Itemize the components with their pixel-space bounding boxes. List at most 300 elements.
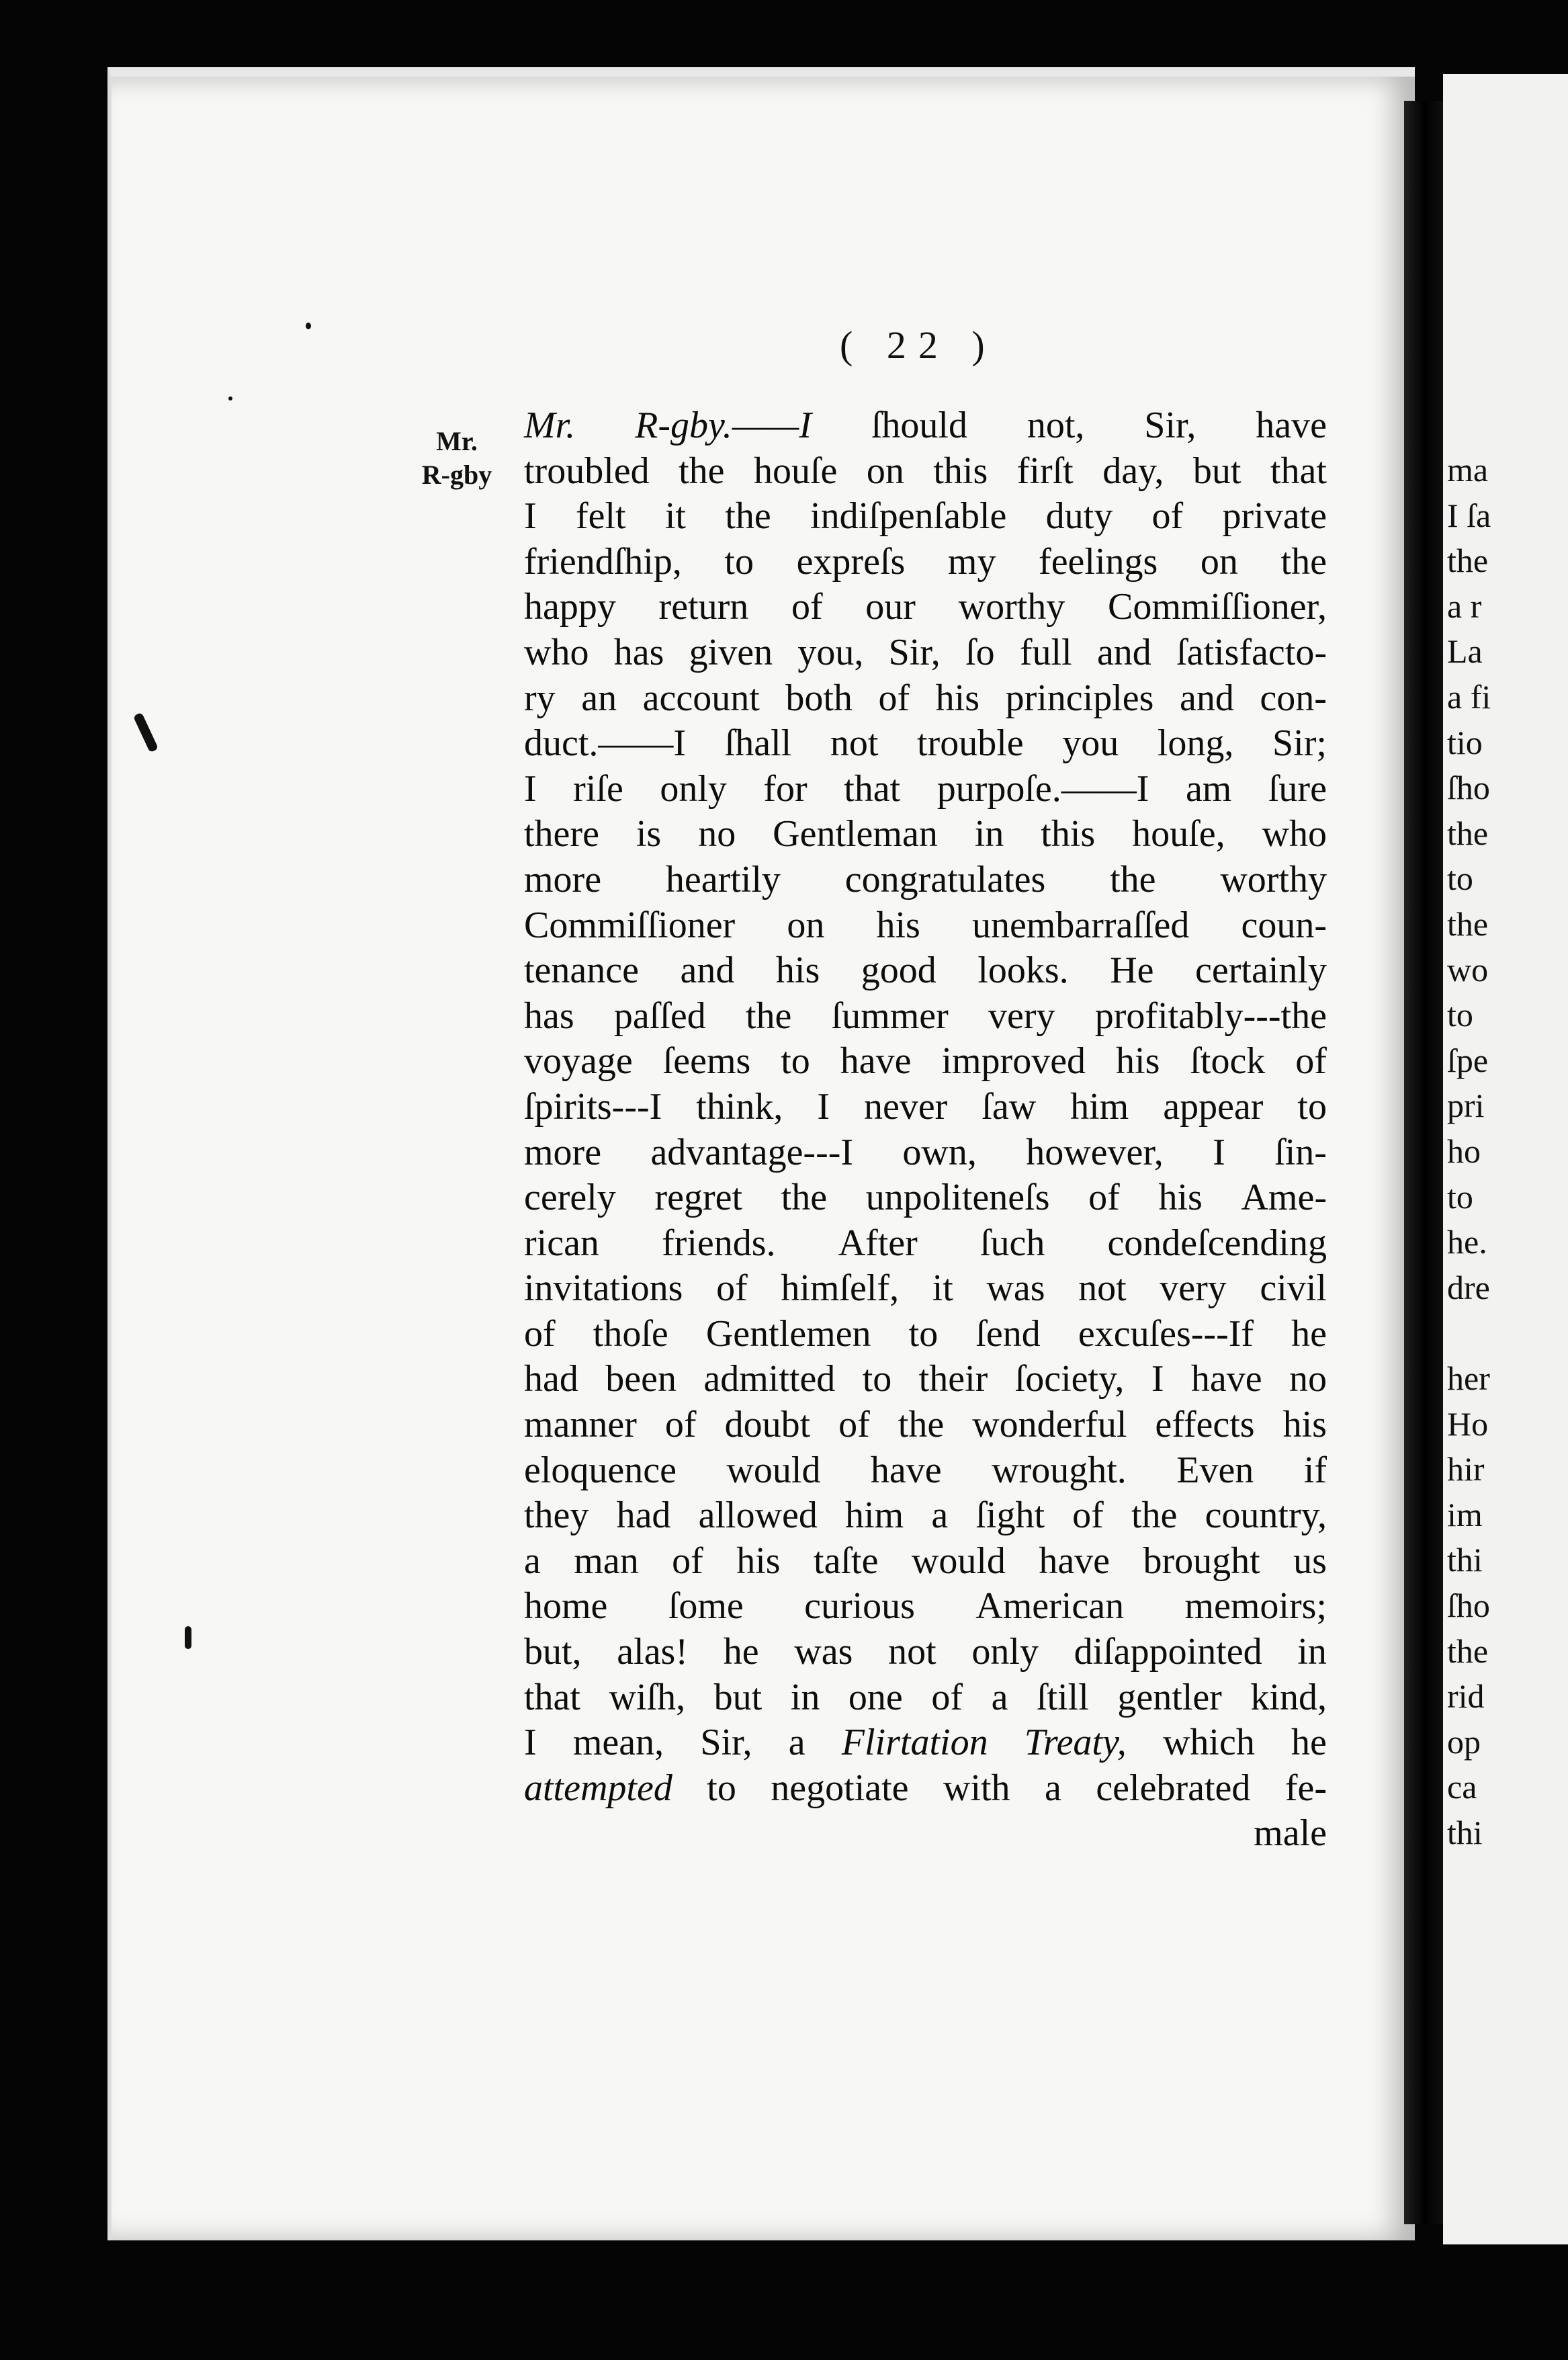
text-word: long, <box>1157 722 1234 765</box>
right-page-line-fragment: im <box>1447 1495 1483 1533</box>
text-word: purpoſe.——I <box>937 767 1149 810</box>
text-word: was <box>794 1631 853 1673</box>
text-word: I <box>1213 1131 1225 1173</box>
text-line <box>524 540 1327 585</box>
text-word: he <box>1291 1312 1327 1355</box>
text-word: attempted <box>524 1767 672 1809</box>
text-word: who <box>524 631 589 673</box>
text-word: of <box>878 677 910 719</box>
text-word: principles <box>1005 677 1154 719</box>
text-word: unembarraſſed <box>971 904 1190 946</box>
text-word: of <box>524 1312 556 1355</box>
text-word: riſe <box>573 767 623 810</box>
text-line <box>524 449 1327 495</box>
text-word: however, <box>1026 1131 1164 1173</box>
text-word: improved <box>941 1040 1086 1083</box>
text-word: paſſed <box>613 995 706 1037</box>
text-word: ſociety, <box>1014 1358 1125 1400</box>
margin-note <box>410 425 504 492</box>
right-page-line-fragment: ſpe <box>1447 1041 1489 1079</box>
text-word: he <box>1291 1722 1327 1764</box>
text-word: heartily <box>665 858 781 900</box>
right-page-line-fragment: wo <box>1447 950 1489 988</box>
text-word: rican <box>524 1222 599 1264</box>
text-word: condeſcending <box>1107 1222 1327 1264</box>
text-word: had <box>616 1494 671 1537</box>
text-line <box>524 630 1327 676</box>
text-word: excuſes---If <box>1078 1312 1254 1355</box>
text-word: had <box>524 1358 578 1400</box>
text-word: houſe, <box>1132 813 1225 855</box>
text-word: but, <box>524 1631 582 1673</box>
text-word: of <box>664 1404 697 1446</box>
text-word: and <box>680 950 735 992</box>
text-word: account <box>642 677 760 719</box>
text-word: taſte <box>814 1540 879 1582</box>
text-line <box>524 1266 1327 1312</box>
text-word: it <box>664 495 686 538</box>
text-word: Flirtation <box>841 1722 988 1764</box>
text-line <box>524 1766 1327 1812</box>
text-line <box>524 1175 1327 1221</box>
right-page-line-fragment: pri <box>1447 1087 1485 1125</box>
right-page-line-fragment: thi <box>1447 1814 1483 1851</box>
text-word: never <box>863 1085 948 1128</box>
text-word: man <box>574 1540 639 1582</box>
text-word: certainly <box>1195 950 1327 992</box>
text-word: friends. <box>662 1222 776 1264</box>
text-word: memoirs; <box>1184 1585 1327 1628</box>
text-word: country, <box>1205 1494 1327 1537</box>
right-page-line-fragment: ho <box>1447 1132 1481 1170</box>
text-word: not <box>888 1631 937 1673</box>
text-word: Sir, <box>888 631 941 673</box>
text-word: to <box>1297 1085 1327 1128</box>
text-word: a <box>931 1494 949 1537</box>
right-page-line-fragment: ma <box>1447 451 1489 489</box>
text-line <box>524 1221 1327 1267</box>
text-line <box>524 903 1327 949</box>
text-word: friendſhip, <box>524 540 682 583</box>
text-word: I <box>817 1085 830 1128</box>
text-word: in <box>790 1676 820 1718</box>
text-word: Ame- <box>1241 1177 1327 1219</box>
text-word: of <box>1072 1494 1104 1537</box>
text-line <box>524 1312 1327 1357</box>
text-word: but <box>713 1676 763 1718</box>
text-word: the <box>679 450 725 492</box>
right-page-line-fragment: the <box>1447 1632 1489 1670</box>
text-word: con- <box>1260 677 1327 719</box>
text-word: celebrated <box>1096 1767 1251 1809</box>
text-word: profitably---the <box>1094 995 1327 1037</box>
text-word: his <box>935 677 980 719</box>
text-word: not <box>830 722 879 765</box>
text-word: Commiſſioner, <box>1107 586 1327 628</box>
text-line <box>524 585 1327 630</box>
text-word: my <box>947 540 996 583</box>
right-page-line-fragment: ſho <box>1447 769 1490 807</box>
scan-speck <box>185 1626 191 1649</box>
right-page-line-fragment: Ho <box>1447 1404 1489 1443</box>
text-word: in <box>1297 1631 1327 1673</box>
text-word: ſaw <box>982 1085 1037 1128</box>
text-word: indiſpenſable <box>810 495 1007 538</box>
scan-speck <box>306 323 311 329</box>
text-word: his <box>775 950 820 992</box>
text-word: and <box>1096 631 1151 673</box>
text-line <box>524 494 1327 540</box>
text-word: wrought. <box>992 1449 1127 1491</box>
text-word: ſpirits---I <box>524 1085 662 1128</box>
text-word: an <box>581 677 617 719</box>
right-page-line-fragment: the <box>1447 905 1489 943</box>
text-word: He <box>1110 950 1154 992</box>
text-word: him <box>845 1494 904 1537</box>
text-word: his <box>876 904 920 946</box>
text-word: expreſs <box>796 540 906 583</box>
text-word: Mr. <box>524 405 576 446</box>
text-word: given <box>689 631 773 673</box>
text-word: Commiſſioner <box>524 904 736 946</box>
right-page-line-fragment: thi <box>1447 1541 1483 1579</box>
text-word: voyage <box>524 1040 633 1083</box>
text-word: to <box>908 1312 939 1355</box>
text-word: tenance <box>524 950 639 992</box>
text-word: fe- <box>1284 1767 1327 1809</box>
text-line <box>524 721 1327 767</box>
text-word: there <box>524 813 599 855</box>
text-word: firſt <box>1016 450 1074 492</box>
text-word: his <box>1116 1040 1160 1083</box>
right-page-line-fragment: her <box>1447 1359 1490 1397</box>
margin-note-line: Mr. <box>436 426 478 456</box>
text-word: you, <box>797 631 864 673</box>
text-word: advantage---I <box>650 1131 854 1173</box>
text-line <box>524 1448 1327 1494</box>
text-word: worthy <box>1220 858 1327 900</box>
text-word: our <box>865 586 916 628</box>
text-word: ſummer <box>831 995 949 1037</box>
right-page-line-fragment: ca <box>1447 1768 1477 1806</box>
text-word: only <box>971 1631 1039 1673</box>
text-word: Treaty, <box>1024 1722 1127 1764</box>
page-number: ( 22 ) <box>840 323 997 367</box>
text-word: unpoliteneſs <box>865 1177 1050 1219</box>
text-word: manner <box>524 1404 637 1446</box>
right-page-line-fragment: I ſa <box>1447 496 1491 534</box>
text-word: has <box>524 995 574 1037</box>
text-word: congratulates <box>844 858 1046 900</box>
text-word: a <box>788 1722 805 1764</box>
text-word: own, <box>902 1131 977 1173</box>
right-page-line-fragment: La <box>1447 632 1483 671</box>
text-word: full <box>1019 631 1072 673</box>
text-word: ſuch <box>979 1222 1045 1264</box>
text-word: the <box>1280 540 1327 583</box>
right-page-line-fragment: a fi <box>1447 678 1491 716</box>
text-word: Even <box>1176 1449 1254 1491</box>
text-word: for <box>763 767 808 810</box>
text-word: invitations <box>524 1267 683 1310</box>
text-line <box>524 1085 1327 1130</box>
text-word: would <box>726 1449 821 1491</box>
text-line <box>524 767 1327 812</box>
text-line <box>524 676 1327 722</box>
text-word: ſo <box>965 631 995 673</box>
text-word: trouble <box>916 722 1024 765</box>
text-word: return <box>658 586 749 628</box>
text-line <box>524 1130 1327 1176</box>
text-word: ſtock <box>1190 1040 1266 1083</box>
text-word: was <box>986 1267 1045 1310</box>
text-word: Gentleman <box>773 813 938 855</box>
text-word: American <box>975 1585 1125 1628</box>
text-word: their <box>918 1358 988 1400</box>
text-word: duty <box>1045 495 1113 538</box>
text-word: houſe <box>753 450 838 492</box>
text-word: curious <box>804 1585 915 1628</box>
text-word: regret <box>654 1177 743 1219</box>
text-word: worthy <box>958 586 1065 628</box>
text-word: only <box>660 767 727 810</box>
text-line <box>524 1675 1327 1721</box>
right-page-line-fragment: to <box>1447 996 1473 1034</box>
text-word: a <box>1045 1767 1061 1809</box>
text-word: of <box>838 1404 870 1446</box>
text-word: himſelf, <box>781 1267 900 1310</box>
text-word: I <box>524 495 537 538</box>
text-word: cerely <box>524 1177 616 1219</box>
text-word: they <box>524 1494 589 1537</box>
text-word: ſatisfacto- <box>1176 631 1327 673</box>
text-word: to <box>707 1767 736 1809</box>
text-word: gentler <box>1117 1676 1222 1718</box>
text-word: brought <box>1143 1540 1260 1582</box>
text-word: which <box>1162 1722 1255 1764</box>
text-line <box>524 1584 1327 1630</box>
text-word: of <box>1088 1177 1120 1219</box>
text-word: ſend <box>975 1312 1041 1355</box>
text-word: home <box>524 1585 608 1628</box>
text-word: Sir, <box>1144 405 1196 446</box>
text-word: feelings <box>1039 540 1158 583</box>
text-word: you <box>1062 722 1119 765</box>
text-line <box>524 1402 1327 1448</box>
text-word: of <box>1295 1040 1327 1083</box>
text-line <box>524 1493 1327 1539</box>
text-line <box>524 812 1327 857</box>
text-word: the <box>1110 858 1156 900</box>
text-word: think, <box>696 1085 783 1128</box>
text-word: and <box>1179 677 1234 719</box>
text-word: ſtill <box>1036 1676 1089 1718</box>
text-word: ſhould <box>871 405 967 446</box>
text-word: happy <box>524 586 616 628</box>
right-page-fragment <box>1443 74 1568 2244</box>
text-word: good <box>861 950 937 992</box>
text-word: but <box>1192 450 1242 492</box>
text-word: diſappointed <box>1074 1631 1262 1673</box>
text-line <box>524 403 1327 449</box>
right-page-line-fragment: op <box>1447 1722 1481 1761</box>
text-word: very <box>1160 1267 1227 1310</box>
text-word: After <box>838 1222 918 1264</box>
text-word: that <box>1270 450 1327 492</box>
right-page-line-fragment: ſho <box>1447 1587 1490 1624</box>
right-page-line-fragment: tio <box>1447 723 1483 761</box>
text-word: doubt <box>724 1404 811 1446</box>
text-word: a <box>524 1540 541 1582</box>
text-word: a <box>991 1676 1008 1718</box>
right-page-line-fragment: a r <box>1447 587 1482 625</box>
text-word: of <box>716 1267 748 1310</box>
text-word: Gentlemen <box>705 1312 871 1355</box>
text-word: of <box>1151 495 1184 538</box>
text-word: negotiate <box>771 1767 909 1809</box>
text-word: the <box>745 995 792 1037</box>
right-page-line-fragment: to <box>1447 1177 1473 1216</box>
text-word: Sir, <box>700 1722 752 1764</box>
text-word: alas! <box>617 1631 688 1673</box>
text-word: felt <box>575 495 626 538</box>
text-word: I <box>524 1722 537 1764</box>
right-page-line-fragment: the <box>1447 542 1489 580</box>
right-page-line-fragment: hir <box>1447 1450 1485 1488</box>
text-word: one <box>848 1676 903 1718</box>
text-word: been <box>605 1358 677 1400</box>
text-word: him <box>1070 1085 1129 1128</box>
text-word: of <box>791 586 823 628</box>
text-word: coun- <box>1241 904 1327 946</box>
right-page-line-fragment: dre <box>1447 1268 1490 1306</box>
text-word: have <box>1039 1540 1110 1582</box>
text-word: his <box>1282 1404 1327 1446</box>
text-word: the <box>725 495 771 538</box>
text-word: have <box>870 1449 942 1491</box>
text-word: private <box>1222 495 1327 538</box>
text-line <box>524 1720 1327 1766</box>
text-word: has <box>613 631 664 673</box>
text-word: both <box>785 677 853 719</box>
scan-speck <box>228 396 232 401</box>
text-word: if <box>1303 1449 1327 1491</box>
text-word: the <box>898 1404 945 1446</box>
text-word: thoſe <box>593 1312 668 1355</box>
text-word: ſin- <box>1274 1131 1327 1173</box>
text-word: he <box>723 1631 759 1673</box>
text-word: kind, <box>1250 1676 1327 1718</box>
text-word: am <box>1185 767 1232 810</box>
text-word: us <box>1293 1540 1327 1582</box>
text-word: looks. <box>977 950 1069 992</box>
text-word: to <box>862 1358 892 1400</box>
text-word: more <box>524 858 602 900</box>
text-word: on <box>866 450 904 492</box>
text-word: in <box>974 813 1004 855</box>
text-word: not, <box>1027 405 1085 446</box>
text-word: of <box>672 1540 703 1582</box>
book-gutter <box>1404 101 1444 2224</box>
text-word: ſhall <box>724 722 792 765</box>
text-word: who <box>1262 813 1327 855</box>
text-word: I <box>1151 1358 1164 1400</box>
text-word: on <box>1200 540 1238 583</box>
text-word: ry <box>524 677 556 719</box>
text-word: on <box>787 904 825 946</box>
text-word: would <box>911 1540 1006 1582</box>
text-word: that <box>524 1676 580 1718</box>
text-word: this <box>1041 813 1096 855</box>
text-word: day, <box>1102 450 1164 492</box>
text-word: is <box>636 813 662 855</box>
text-word: ſure <box>1268 767 1327 810</box>
text-word: Sir; <box>1272 722 1327 765</box>
right-page-line-fragment: to <box>1447 859 1473 898</box>
text-word: of <box>931 1676 963 1718</box>
text-word: mean, <box>572 1722 664 1764</box>
text-word: allowed <box>698 1494 818 1537</box>
right-page-line-fragment: he. <box>1447 1223 1487 1261</box>
text-word: ſome <box>668 1585 744 1628</box>
text-word: admitted <box>703 1358 836 1400</box>
text-word: to <box>781 1040 810 1083</box>
text-word: to <box>724 540 754 583</box>
text-line <box>524 994 1327 1040</box>
text-word: have <box>1190 1358 1262 1400</box>
text-word: no <box>698 813 736 855</box>
margin-note-line: R-gby <box>421 460 492 490</box>
text-line <box>524 948 1327 994</box>
text-word: wiſh, <box>609 1676 686 1718</box>
text-word: I <box>524 767 537 810</box>
text-word: wonderful <box>972 1404 1127 1446</box>
text-line <box>524 1539 1327 1585</box>
text-word: have <box>840 1040 912 1083</box>
text-word: that <box>844 767 901 810</box>
body-text <box>524 403 1327 1857</box>
text-word: duct.——I <box>524 722 687 765</box>
text-word: eloquence <box>524 1449 677 1491</box>
text-word: ſight <box>975 1494 1045 1537</box>
text-word: civil <box>1260 1267 1327 1310</box>
text-word: his <box>1158 1177 1203 1219</box>
catchword: male <box>1254 1812 1327 1855</box>
text-word: very <box>988 995 1055 1037</box>
right-page-line-fragment: the <box>1447 814 1489 852</box>
text-word: more <box>524 1131 602 1173</box>
text-word: it <box>932 1267 953 1310</box>
text-word: R-gby.——I <box>635 405 812 446</box>
text-word: the <box>1131 1494 1178 1537</box>
text-line <box>524 1357 1327 1402</box>
text-word: the <box>781 1177 828 1219</box>
text-line <box>524 1630 1327 1675</box>
text-word: ſeems <box>662 1040 751 1083</box>
text-word: effects <box>1155 1404 1255 1446</box>
text-word: not <box>1078 1267 1127 1310</box>
text-line <box>524 857 1327 903</box>
text-word: no <box>1289 1358 1327 1400</box>
text-word: troubled <box>524 450 650 492</box>
text-word: appear <box>1163 1085 1264 1128</box>
text-word: this <box>933 450 988 492</box>
text-word: have <box>1256 405 1327 446</box>
text-word: his <box>736 1540 781 1582</box>
right-page-line-fragment: rid <box>1447 1677 1485 1716</box>
text-word: with <box>943 1767 1010 1809</box>
text-line <box>524 1039 1327 1085</box>
